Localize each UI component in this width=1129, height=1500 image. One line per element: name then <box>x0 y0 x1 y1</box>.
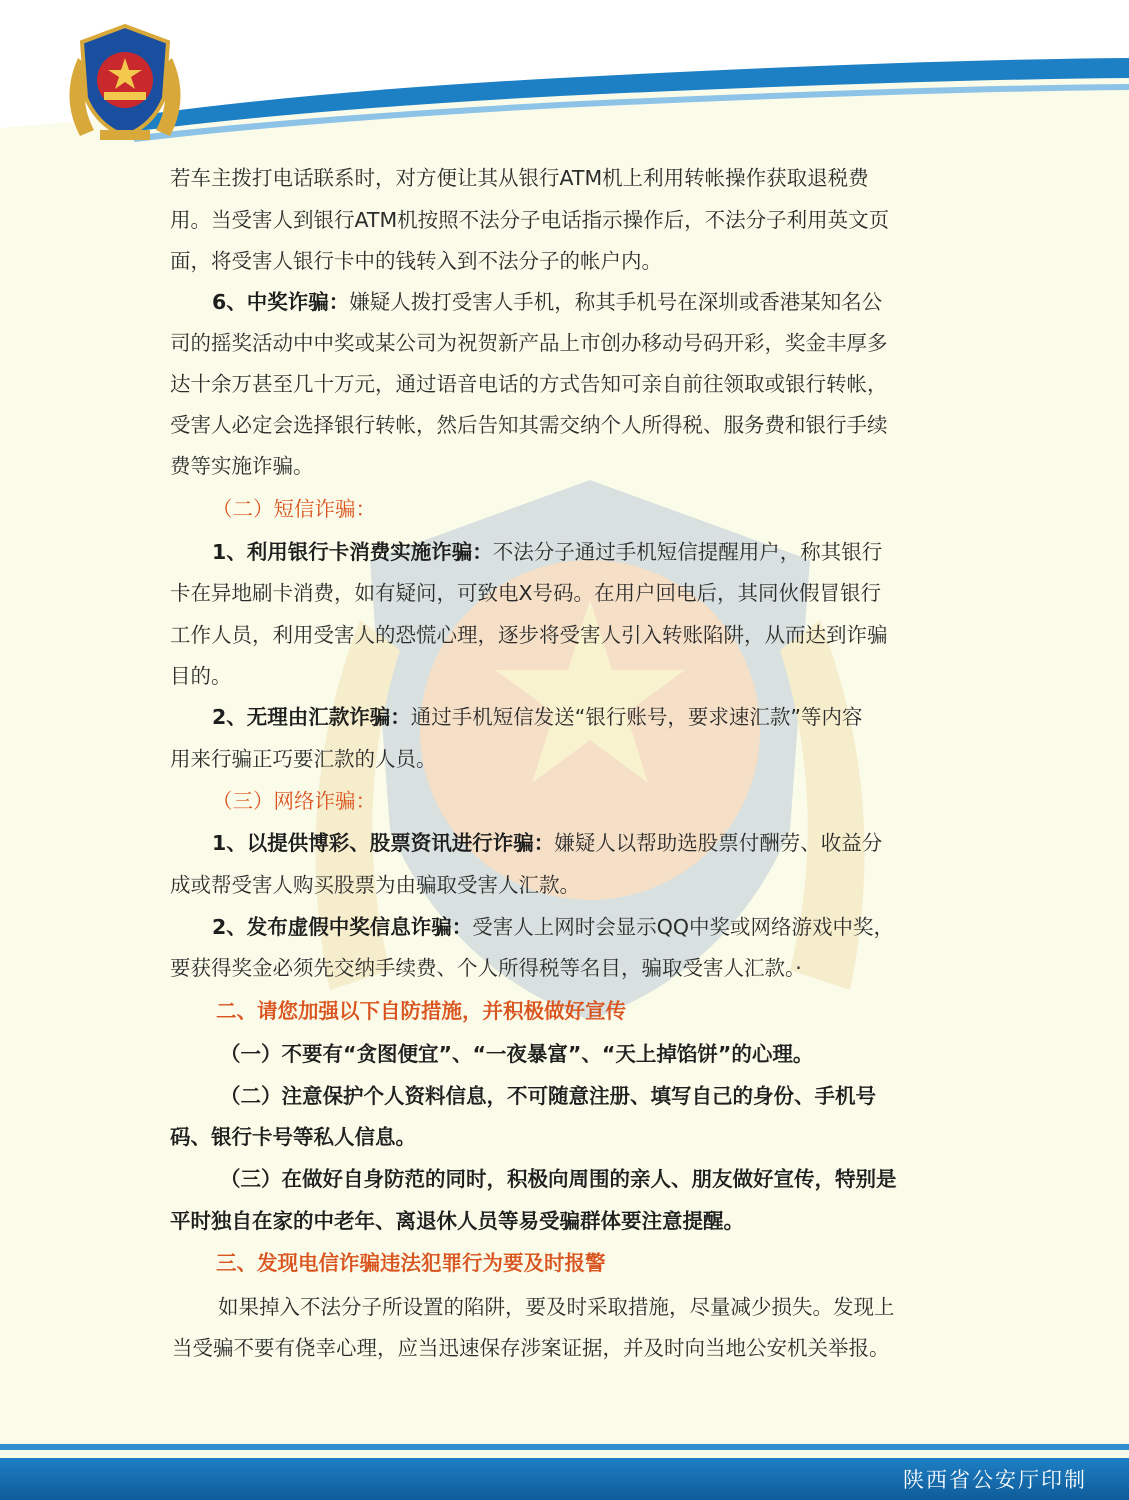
paragraph-line: 用。当受害人到银行ATM机按照不法分子电话指示操作后，不法分子利用英文页 <box>170 208 890 232</box>
item-heading: 6、中奖诈骗： <box>212 290 350 314</box>
paragraph-line: 当受骗不要有侥幸心理，应当迅速保存涉案证据，并及时向当地公安机关举报。 <box>172 1336 890 1360</box>
paragraph-line: 2、无理由汇款诈骗：通过手机短信发送“银行账号，要求速汇款”等内容 <box>212 705 863 729</box>
paragraph-line: 要获得奖金必须先交纳手续费、个人所得税等名目，骗取受害人汇款。· <box>170 956 802 980</box>
paragraph-line: 如果掉入不法分子所设置的陷阱，要及时采取措施，尽量减少损失。发现上 <box>218 1295 895 1319</box>
paragraph-line: 费等实施诈骗。 <box>170 454 314 478</box>
paragraph-line: 司的摇奖活动中中奖或某公司为祝贺新产品上市创办移动号码开彩，奖金丰厚多 <box>170 331 888 355</box>
paragraph-line: 1、以提供博彩、股票资讯进行诈骗：嫌疑人以帮助选股票付酬劳、收益分 <box>212 831 883 855</box>
paragraph-line: 若车主拨打电话联系时，对方便让其从银行ATM机上利用转帐操作获取退税费 <box>170 166 869 190</box>
paragraph-line: （二）注意保护个人资料信息，不可随意注册、填写自己的身份、手机号 <box>220 1084 876 1108</box>
paragraph-line: 受害人必定会选择银行转帐，然后告知其需交纳个人所得税、服务费和银行手续 <box>170 413 888 437</box>
paragraph-line: 1、利用银行卡消费实施诈骗：不法分子通过手机短信提醒用户，称其银行 <box>212 540 883 564</box>
item-heading: 1、利用银行卡消费实施诈骗： <box>212 540 493 564</box>
police-emblem-icon <box>60 18 190 158</box>
publisher-label: 陕西省公安厅印制 <box>903 1468 1087 1492</box>
item-heading: 2、无理由汇款诈骗： <box>212 705 411 729</box>
paragraph-line: 用来行骗正巧要汇款的人员。 <box>170 747 437 771</box>
paragraph-line: （三）在做好自身防范的同时，积极向周围的亲人、朋友做好宣传，特别是 <box>220 1167 897 1191</box>
section-heading: 二、请您加强以下自防措施，并积极做好宣传 <box>216 999 626 1023</box>
paragraph-line: 面，将受害人银行卡中的钱转入到不法分子的帐户内。 <box>170 249 662 273</box>
subsection-heading: （二）短信诈骗： <box>212 497 376 521</box>
paragraph-line: 成或帮受害人购买股票为由骗取受害人汇款。 <box>170 873 580 897</box>
paragraph-line: 2、发布虚假中奖信息诈骗：受害人上网时会显示QQ中奖或网络游戏中奖， <box>212 915 895 939</box>
paragraph-line: 工作人员，利用受害人的恐慌心理，逐步将受害人引入转账陷阱，从而达到诈骗 <box>170 623 888 647</box>
paragraph-line: 码、银行卡号等私人信息。 <box>170 1125 416 1149</box>
paragraph-line: （一）不要有“贪图便宜”、“一夜暴富”、“天上掉馅饼”的心理。 <box>220 1042 814 1066</box>
paragraph-line: 卡在异地刷卡消费，如有疑问，可致电X号码。在用户回电后，其同伙假冒银行 <box>170 581 882 605</box>
item-heading: 2、发布虚假中奖信息诈骗： <box>212 915 473 939</box>
item-heading: 1、以提供博彩、股票资讯进行诈骗： <box>212 831 555 855</box>
paragraph-line: 达十余万甚至几十万元，通过语音电话的方式告知可亲自前往领取或银行转帐， <box>170 372 888 396</box>
paragraph-line: 6、中奖诈骗：嫌疑人拨打受害人手机，称其手机号在深圳或香港某知名公 <box>212 290 883 314</box>
paragraph-line: 目的。 <box>170 664 232 688</box>
band-line <box>0 1444 1129 1450</box>
section-heading: 三、发现电信诈骗违法犯罪行为要及时报警 <box>216 1251 606 1275</box>
subsection-heading: （三）网络诈骗： <box>212 789 376 813</box>
paragraph-line: 平时独自在家的中老年、离退休人员等易受骗群体要注意提醒。 <box>170 1209 744 1233</box>
